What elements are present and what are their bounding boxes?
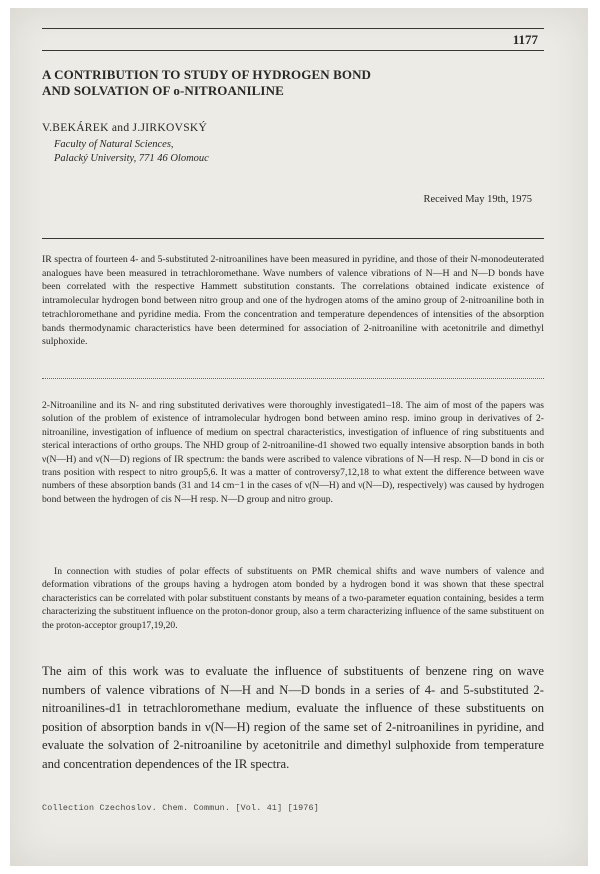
article-title xyxy=(42,67,544,99)
journal-page xyxy=(10,8,588,866)
title-line-1: A CONTRIBUTION TO STUDY OF HYDROGEN BOND xyxy=(42,67,372,82)
intro-paragraph-2: In connection with studies of polar effects of substituents on PMR chemical shifts and wave numbers of valence and deformation vibrations of the groups having a hydrogen atom bonded by a hydrogen bond it was shown that these spectral characteristics can be correlated with polar substituent constants by means of a two-parameter equation containing, besides a term characterizing the substituent influence on the proton-donor group, also a term characterizing influence of the same substituent on the proton-acceptor group17,19,20. xyxy=(42,566,544,631)
abstract: IR spectra of fourteen 4- and 5-substituted 2-nitroanilines have been measured in pyridine, and those of their N-monodeuterated analogues have been measured in tetrachloromethane. Wave numbers of valence vibrations of N—H and N—D bonds have been correlated with the respective Hammett substitution constants. The correlations obtained indicate existence of intramolecular hydrogen bond between nitro group and one of the hydrogen atoms of the amino group of 2-nitroaniline both in tetrachloromethane and pyridine media. From the concentration and temperature dependences of intensities of the absorption bands thermodynamic characteristics have been determined for association of 2-nitroaniline with acetonitrile and dimethyl sulphoxide. xyxy=(42,254,544,348)
abstract-bottom-rule xyxy=(42,378,544,379)
journal-citation: Collection Czechoslov. Chem. Commun. [Vol. 41] [1976] xyxy=(42,803,319,813)
top-rule xyxy=(42,28,544,29)
title-line-2: AND SOLVATION OF o-NITROANILINE xyxy=(42,83,284,98)
page-number: 1177 xyxy=(512,32,538,47)
affiliation-line-1: Faculty of Natural Sciences, xyxy=(54,139,174,150)
received-date: Received May 19th, 1975 xyxy=(423,194,532,205)
intro-paragraph-1: 2-Nitroaniline and its N- and ring substituted derivatives were thoroughly investigated1–18. The aim of most of the papers was solution of the problem of existence of intramolecular hydrogen bond between amino resp. imino group in derivatives of 2-nitroaniline, investigation of influence of medium on spectral characteristics, investigation of influence of ring substituents and sterical interactions of ortho groups. The NHD group of 2-nitroaniline-d1 showed two equally intensive absorption bands in both ν(N—H) and ν(N—D) regions of IR spectrum: the bands were ascribed to valence vibrations of N—H resp. N—D bond in cis or trans position with respect to nitro group5,6. It was a matter of controversy7,12,18 to what extent the difference between wave numbers of these absorption bands (31 and 14 cm−1 in the cases of ν(N—H) and ν(N—D), respectively) was caused by hydrogen bond between the hydrogen of cis N—H resp. N—D group and nitro group. xyxy=(42,400,544,505)
authors: V.BEKÁREK and J.JIRKOVSKÝ xyxy=(42,122,208,134)
header-rule xyxy=(42,50,544,51)
affiliation-line-2: Palacký University, 771 46 Olomouc xyxy=(54,153,209,164)
aim-paragraph: The aim of this work was to evaluate the influence of substituents of benzene ring on wave numbers of valence vibrations of N—H and N—D bonds in a series of 4- and 5-substituted 2-nitroanilines-d1 in tetrachloromethane medium, evaluate the influence of these substituents on position of absorption bands in ν(N—H) region of the same set of 2-nitroanilines in pyridine, and evaluate the solvation of 2-nitroaniline by acetonitrile and dimethyl sulphoxide from temperature and concentration dependences of the IR spectra. xyxy=(42,664,544,771)
abstract-top-rule xyxy=(42,238,544,239)
affiliation xyxy=(54,138,209,166)
